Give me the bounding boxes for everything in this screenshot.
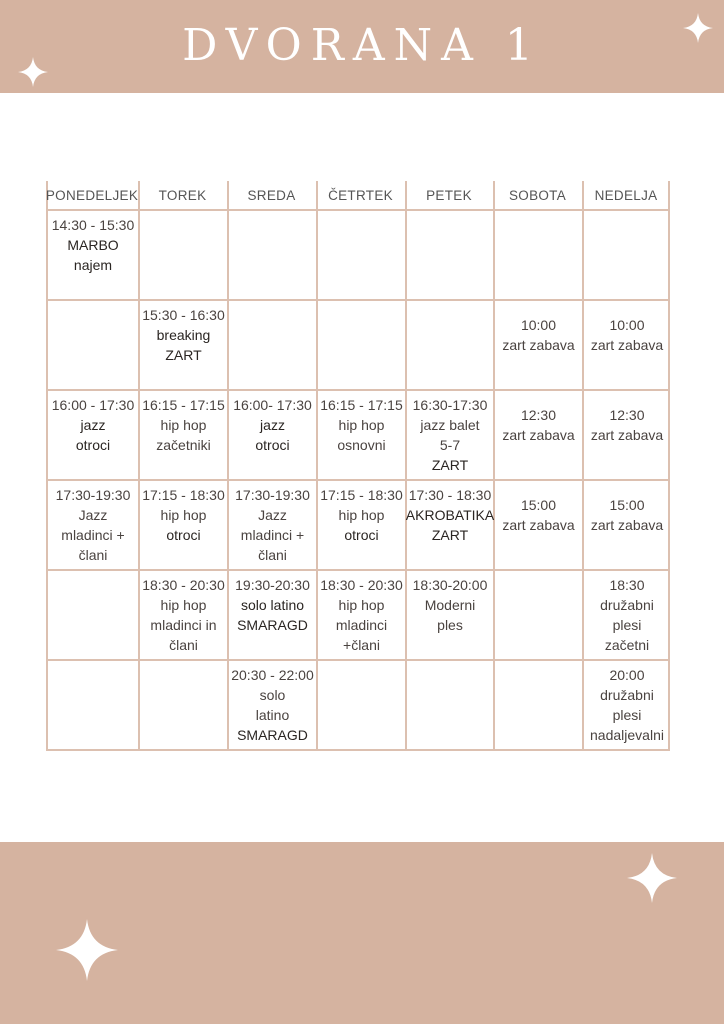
class-detail: najem: [73, 257, 113, 273]
day-header: NEDELJA: [594, 187, 658, 203]
class-time: 17:30-19:30: [55, 487, 131, 503]
schedule-cell: [138, 571, 229, 659]
schedule-cell: [46, 211, 140, 299]
schedule-cell: [493, 661, 584, 749]
class-time: 10:00: [609, 317, 645, 333]
class-detail: solo: [259, 687, 286, 703]
class-detail: Moderni: [424, 597, 476, 613]
class-time: 14:30 - 15:30: [51, 217, 135, 233]
schedule-cell: [46, 571, 140, 659]
class-detail: jazz: [80, 417, 106, 433]
class-detail: plesi: [612, 707, 642, 723]
class-detail: ZART: [431, 527, 469, 543]
class-detail: hip hop: [338, 597, 385, 613]
class-detail: osnovni: [337, 437, 386, 453]
sparkle-icon: [627, 853, 677, 903]
schedule-cell: [405, 391, 495, 479]
schedule-cell: [138, 301, 229, 389]
class-detail: +člani: [343, 637, 380, 653]
class-detail: začetniki: [156, 437, 211, 453]
class-detail: mladinci +: [240, 527, 305, 543]
schedule-cell: [582, 211, 672, 299]
class-detail: Jazz: [78, 507, 108, 523]
class-time: 16:00- 17:30: [233, 397, 312, 413]
schedule-cell: [227, 481, 318, 569]
class-detail: Jazz: [258, 507, 287, 523]
schedule-cell: [405, 481, 495, 569]
class-detail: hip hop: [160, 597, 207, 613]
class-time: 18:30 - 20:30: [320, 577, 403, 593]
class-detail: zart zabava: [590, 517, 664, 533]
day-header: PETEK: [426, 187, 472, 203]
schedule-cell: [316, 391, 407, 479]
sparkle-icon: [18, 57, 48, 87]
class-detail: ples: [437, 617, 463, 633]
class-detail: člani: [169, 637, 198, 653]
schedule-cell: [227, 661, 318, 749]
schedule-cell: [316, 211, 407, 299]
class-detail: SMARAGD: [237, 617, 308, 633]
schedule-cell: [46, 301, 140, 389]
day-header: ČETRTEK: [328, 187, 393, 203]
class-detail: družabni: [600, 687, 654, 703]
class-detail: člani: [258, 547, 287, 563]
class-time: 19:30-20:30: [235, 577, 310, 593]
day-header: SREDA: [247, 187, 296, 203]
class-time: 15:30 - 16:30: [142, 307, 225, 323]
class-time: 18:30: [609, 577, 645, 593]
day-header: SOBOTA: [508, 187, 567, 203]
class-time: 12:30: [609, 407, 645, 423]
class-detail: MARBO: [67, 237, 119, 253]
schedule-cell: [46, 661, 140, 749]
class-time: 16:15 - 17:15: [320, 397, 403, 413]
schedule-cell: [493, 301, 584, 389]
schedule-cell: [493, 571, 584, 659]
schedule-cell: [405, 211, 495, 299]
class-time: 16:15 - 17:15: [142, 397, 225, 413]
class-detail: ZART: [165, 347, 202, 363]
class-detail: zart zabava: [502, 427, 575, 443]
schedule-cell: [493, 481, 584, 569]
schedule-cell: [316, 481, 407, 569]
class-detail: ZART: [431, 457, 469, 473]
class-detail: jazz: [260, 417, 285, 433]
class-detail: SMARAGD: [237, 727, 308, 743]
class-detail: hip hop: [338, 507, 385, 523]
schedule-cell: [493, 391, 584, 479]
sparkle-icon: [683, 13, 713, 43]
sparkle-icon: [56, 919, 118, 981]
schedule-cell: [316, 661, 407, 749]
class-detail: otroci: [344, 527, 379, 543]
class-detail: mladinci +: [61, 527, 125, 543]
schedule-cell: [316, 571, 407, 659]
schedule-cell: [405, 301, 495, 389]
class-time: 12:30: [520, 407, 557, 423]
class-time: 16:00 - 17:30: [51, 397, 135, 413]
day-header: PONEDELJEK: [45, 187, 139, 203]
class-detail: otroci: [75, 437, 111, 453]
page-title: DVORANA 1: [182, 20, 542, 71]
class-time: 17:30-19:30: [235, 487, 310, 503]
schedule-cell: [138, 661, 229, 749]
class-detail: zart zabava: [590, 337, 664, 353]
class-time: 15:00: [520, 497, 557, 513]
schedule-cell: [46, 391, 140, 479]
schedule-cell: [405, 661, 495, 749]
class-detail: zart zabava: [502, 517, 575, 533]
schedule-cell: [582, 661, 672, 749]
schedule-cell: [493, 211, 584, 299]
class-time: 16:30-17:30: [412, 397, 488, 413]
class-detail: 5-7: [439, 437, 461, 453]
schedule-cell: [227, 571, 318, 659]
class-time: 17:30 - 18:30: [408, 487, 492, 503]
class-time: 17:15 - 18:30: [142, 487, 225, 503]
schedule-table: [46, 181, 670, 751]
class-detail: plesi: [612, 617, 642, 633]
grid-line: [46, 749, 670, 751]
class-time: 10:00: [520, 317, 557, 333]
schedule-cell: [138, 481, 229, 569]
class-detail: hip hop: [338, 417, 385, 433]
class-detail: hip hop: [160, 507, 207, 523]
class-detail: mladinci: [335, 617, 388, 633]
schedule-cell: [227, 301, 318, 389]
class-detail: jazz balet: [420, 417, 480, 433]
class-detail: breaking: [156, 327, 211, 343]
class-time: 18:30-20:00: [412, 577, 488, 593]
class-detail: zart zabava: [590, 427, 664, 443]
schedule-cell: [582, 301, 672, 389]
class-detail: solo latino: [240, 597, 305, 613]
class-detail: latino: [255, 707, 290, 723]
class-time: 20:00: [609, 667, 645, 683]
class-detail: otroci: [166, 527, 201, 543]
schedule-cell: [582, 571, 672, 659]
class-detail: AKROBATIKA: [405, 507, 495, 523]
class-time: 17:15 - 18:30: [320, 487, 403, 503]
schedule-cell: [316, 301, 407, 389]
class-detail: začetni: [604, 637, 650, 653]
class-detail: hip hop: [160, 417, 207, 433]
class-detail: otroci: [255, 437, 290, 453]
class-detail: zart zabava: [502, 337, 575, 353]
class-time: 20:30 - 22:00: [231, 667, 314, 683]
day-header: TOREK: [158, 187, 207, 203]
schedule-cell: [405, 571, 495, 659]
schedule-cell: [582, 391, 672, 479]
class-detail: mladinci in: [150, 617, 217, 633]
schedule-cell: [46, 481, 140, 569]
schedule-cell: [138, 391, 229, 479]
class-time: 15:00: [609, 497, 645, 513]
schedule-cell: [138, 211, 229, 299]
schedule-cell: [582, 481, 672, 569]
class-detail: družabni: [600, 597, 654, 613]
schedule-cell: [227, 391, 318, 479]
class-detail: nadaljevalni: [590, 727, 664, 743]
schedule-cell: [227, 211, 318, 299]
class-detail: člani: [78, 547, 108, 563]
class-time: 18:30 - 20:30: [142, 577, 225, 593]
